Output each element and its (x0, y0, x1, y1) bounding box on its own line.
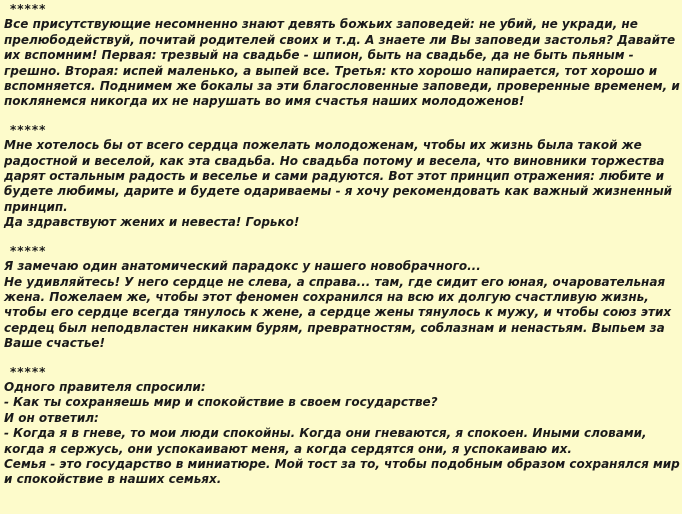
text-line: Да здравствуют жених и невеста! Горько! (4, 215, 300, 230)
toast-commandments (4, 2, 678, 110)
text-line: будете любимы, дарите и будете одариваемы - я хочу рекомендовать как важный жизненный (4, 184, 673, 199)
separator-stars: ***** (10, 122, 47, 137)
text-line: - Как ты сохраняешь мир и спокойствие в своем государстве? (4, 395, 438, 410)
text-line: - Когда я в гневе, то мои люди спокойны. Когда они гневаются, я спокоен. Иными словами, (4, 426, 647, 441)
toast-heart-paradox (4, 244, 678, 352)
separator-stars: ***** (10, 243, 47, 258)
text-line: и спокойствие в наших семьях. (4, 472, 222, 487)
text-line: Все присутствующие несомненно знают девять божьих заповедей: не убий, не укради, не (4, 17, 638, 32)
toast-reflection (4, 123, 678, 231)
text-line: Семья - это государство в миниатюре. Мой тост за то, чтобы подобным образом сохранялся мир (4, 456, 680, 471)
text-line: грешно. Вторая: испей маленько, а выпей все. Третья: кто хорошо напирается, тот хорошо и (4, 63, 658, 78)
text-line: Мне хотелось бы от всего сердца пожелать молодоженам, чтобы их жизнь была такой же (4, 138, 642, 153)
text-line: Ваше счастье! (4, 336, 106, 351)
text-line: сердец был неподвластен никаким бурям, превратностям, соблазнам и ненастьям. Выпьем за (4, 320, 665, 335)
text-line: Не удивляйтесь! У него сердце не слева, а справа... там, где сидит его юная, очаровательная (4, 274, 666, 289)
text-line: прелюбодействуй, почитай родителей своих и т.д. А знаете ли Вы заповеди застолья? Давайте (4, 32, 676, 47)
separator-stars: ***** (10, 2, 47, 16)
text-line: поклянемся никогда их не нарушать во имя счастья наших молодоженов! (4, 94, 525, 109)
text-line: Я замечаю один анатомический парадокс у нашего новобрачного... (4, 259, 481, 274)
text-line: радостной и веселой, как эта свадьба. Но свадьба потому и весела, что виновники торжества (4, 153, 665, 168)
text-line: их вспомним! Первая: трезвый на свадьбе - шпион, быть на свадьбе, да не быть пьяным - (4, 48, 634, 63)
text-line: когда я сержусь, они успокаивают меня, а когда сердятся они, я успокаиваю их. (4, 441, 572, 456)
text-line: дарят остальным радость и веселье и сами радуются. Вот этот принцип отражения: любите и (4, 169, 665, 184)
text-line: принцип. (4, 199, 68, 214)
toast-ruler (4, 365, 678, 488)
text-line: жена. Пожелаем же, чтобы этот феномен сохранился на всю их долгую счастливую жизнь, (4, 289, 649, 304)
text-line: И он ответил: (4, 410, 99, 425)
text-line: Одного правителя спросили: (4, 379, 206, 394)
text-line: чтобы его сердце всегда тянулось к жене, а сердце жены тянулось к мужу, и чтобы союз этих (4, 305, 672, 320)
text-line: вспомняется. Поднимем же бокалы за эти благословенные заповеди, проверенные временем, и (4, 79, 680, 94)
separator-stars: ***** (10, 364, 47, 379)
